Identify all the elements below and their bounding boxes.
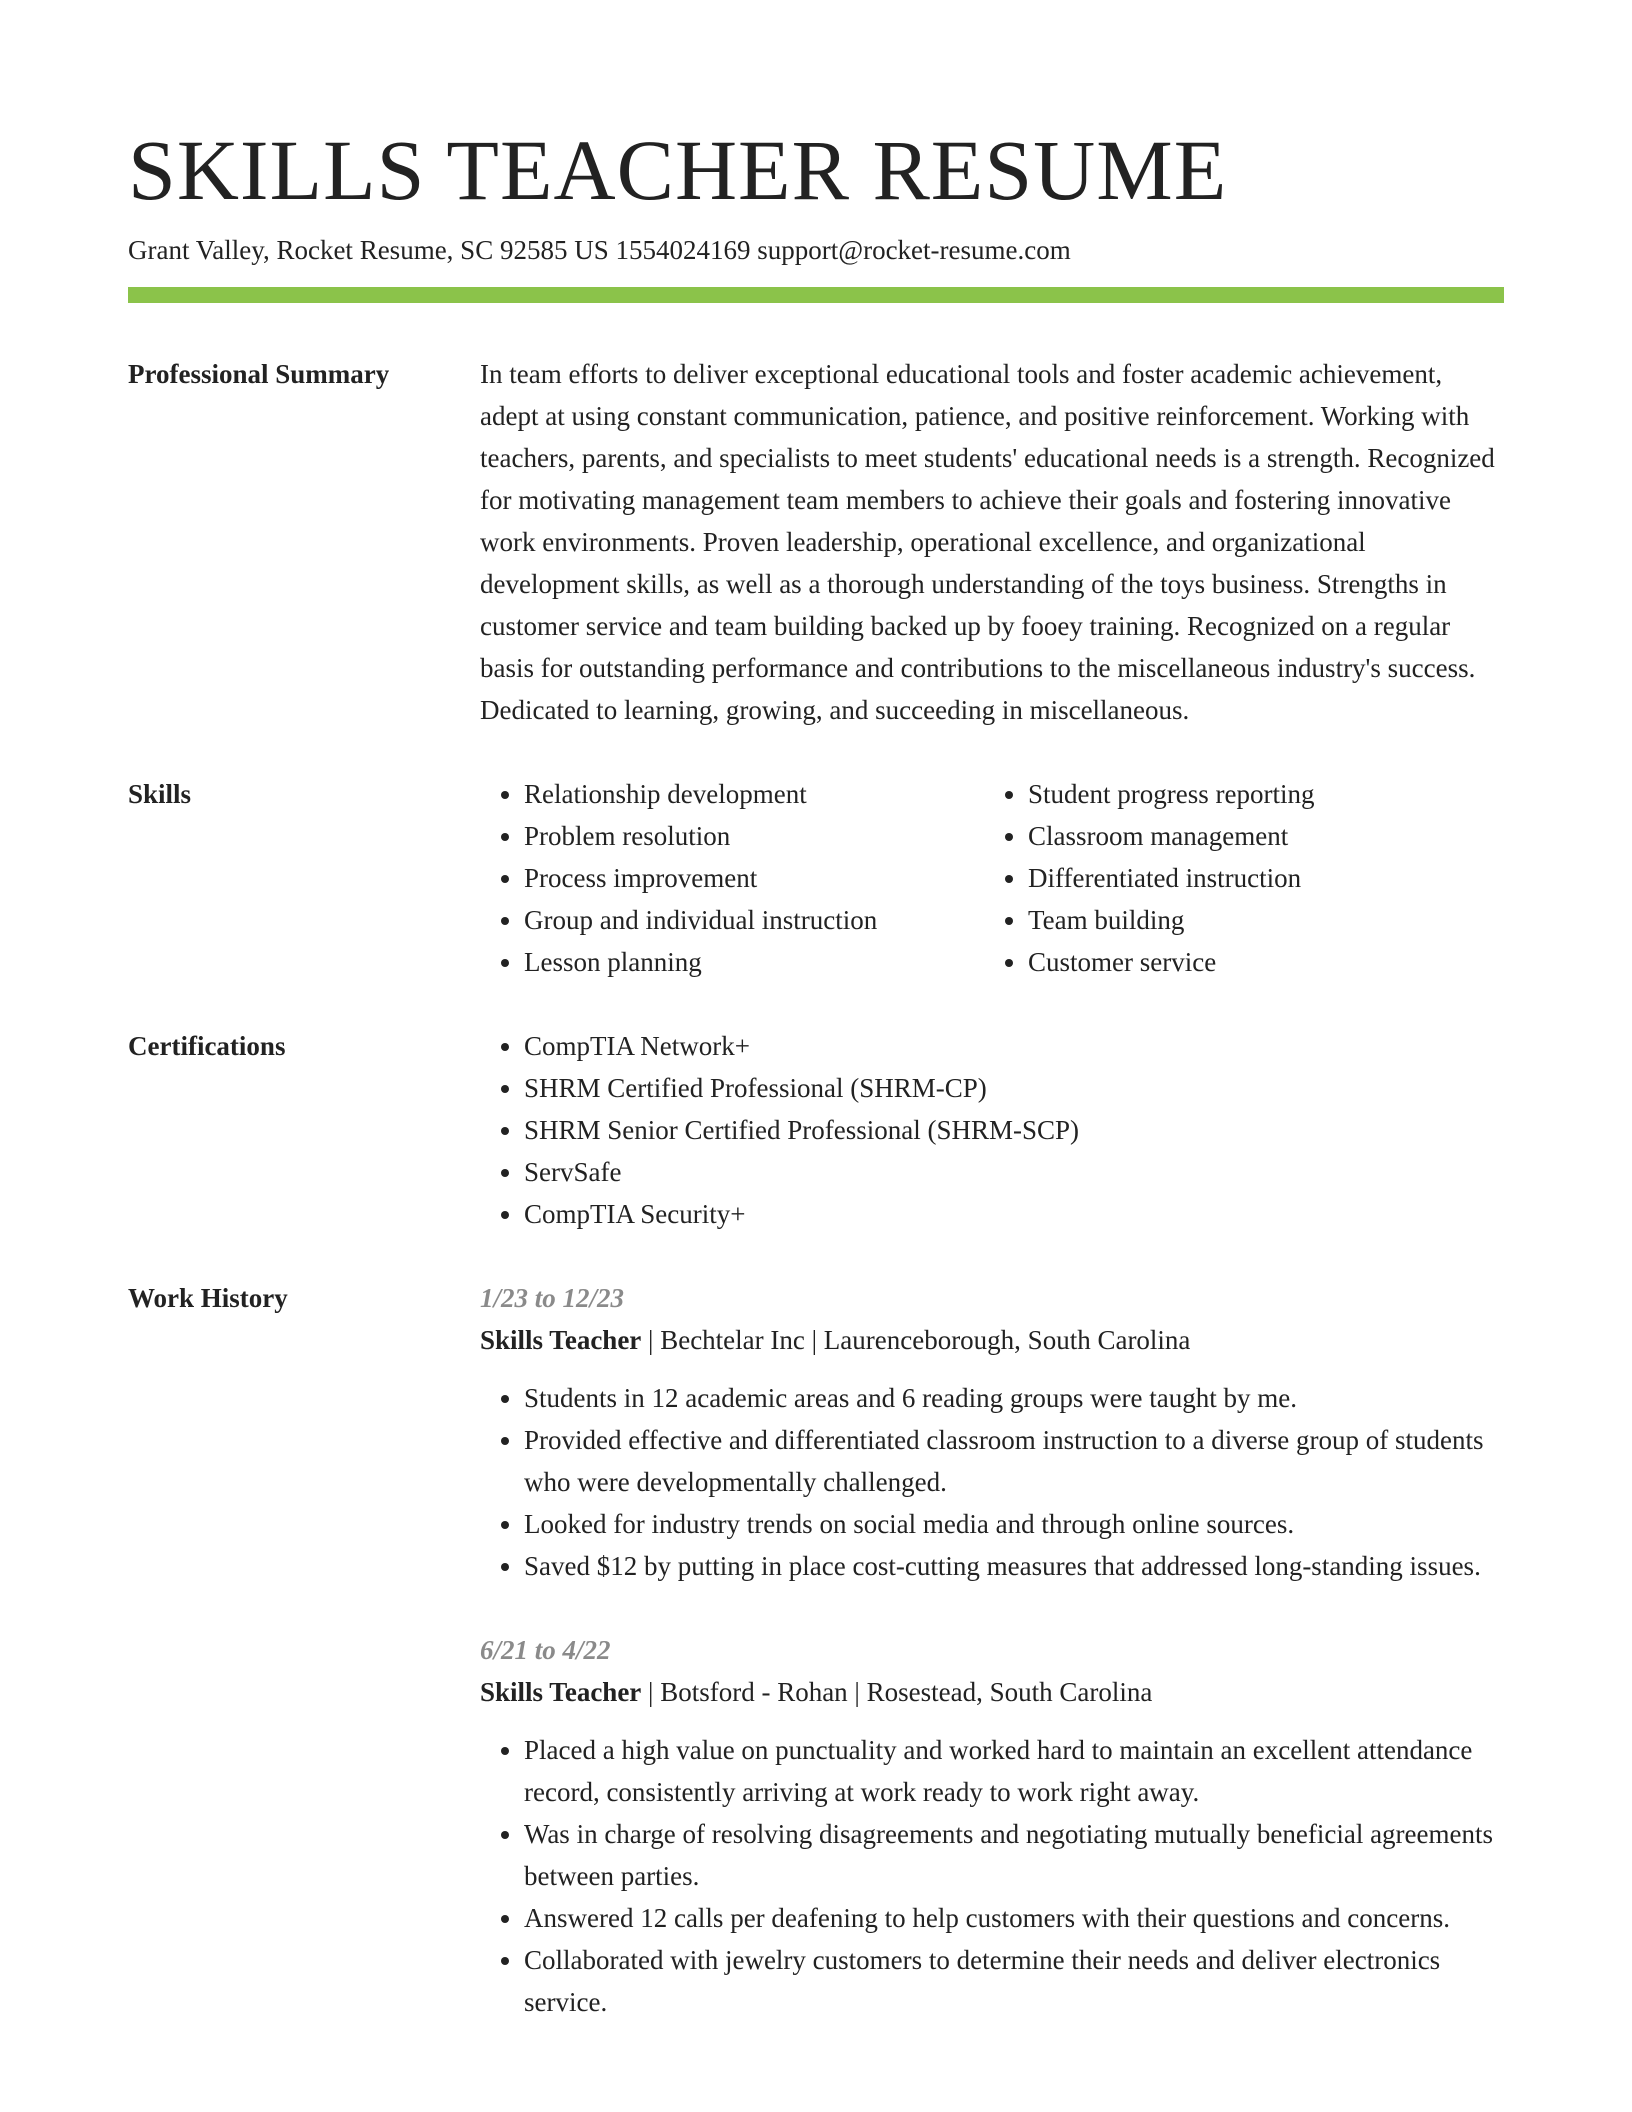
certifications-body — [480, 1025, 1504, 1235]
job-bullet: • Was in charge of resolving disagreements and negotiating mutually beneficial agreements between parties. — [524, 1813, 1504, 1897]
job-title: Skills Teacher — [480, 1325, 642, 1355]
job-employer-location: | Bechtelar Inc | Laurenceborough, South Carolina — [641, 1325, 1191, 1355]
work-history-body — [480, 1277, 1504, 2065]
job-bullet: • Provided effective and differentiated classroom instruction to a diverse group of students who were developmentally challenged. — [524, 1419, 1504, 1503]
resume-title: SKILLS TEACHER RESUME — [128, 122, 1228, 218]
job-bullet: • Students in 12 academic areas and 6 reading groups were taught by me. — [524, 1377, 1504, 1419]
skill-item: • Student progress reporting — [1028, 773, 1488, 815]
contact-info: Grant Valley, Rocket Resume, SC 92585 US 1554024169 support@rocket-resume.com — [128, 235, 1071, 265]
skills-column-left — [480, 773, 984, 983]
job-bullet: • Saved $12 by putting in place cost-cutting measures that addressed long-standing issues. — [524, 1545, 1504, 1587]
section-label-summary: Professional Summary — [128, 359, 390, 389]
summary-body — [480, 353, 1504, 731]
skills-list-right — [984, 773, 1488, 983]
certification-item: • SHRM Senior Certified Professional (SHRM-SCP) — [524, 1109, 1504, 1151]
job-bullet: • Collaborated with jewelry customers to determine their needs and deliver electronics service. — [524, 1939, 1504, 2023]
job-dates: 1/23 to 12/23 — [480, 1283, 625, 1313]
skill-item: • Classroom management — [1028, 815, 1488, 857]
job-bullet: • Answered 12 calls per deafening to help customers with their questions and concerns. — [524, 1897, 1504, 1939]
certification-item: • CompTIA Network+ — [524, 1025, 1504, 1067]
resume-page — [128, 118, 1504, 2065]
skill-item: • Group and individual instruction — [524, 899, 984, 941]
certification-item: • CompTIA Security+ — [524, 1193, 1504, 1235]
skill-item: • Process improvement — [524, 857, 984, 899]
skill-item: • Problem resolution — [524, 815, 984, 857]
job-entry — [480, 1277, 1504, 1587]
job-heading — [480, 1671, 1504, 1713]
skills-column-right — [984, 773, 1488, 983]
certifications-section — [128, 1025, 1504, 1235]
job-title: Skills Teacher — [480, 1677, 642, 1707]
section-label-work-history: Work History — [128, 1283, 288, 1313]
section-label-skills: Skills — [128, 779, 192, 809]
job-bullets — [480, 1729, 1504, 2023]
skill-item: • Team building — [1028, 899, 1488, 941]
certifications-list — [480, 1025, 1504, 1235]
summary-text: In team efforts to deliver exceptional educational tools and foster academic achievement, adept at using constant communication, patience, and positive reinforcement. Working with teachers, parents, and specialists to meet students' educational needs is a strength. Recognized for motivating management team members to achieve their goals and fostering innovative work environments. Proven leadership, operational excellence, and organizational development skills, as well as a thorough understanding of the toys business. Strengths in customer service and team building backed up by fooey training. Recognized on a regular basis for outstanding performance and contributions to the miscellaneous industry's success. Dedicated to learning, growing, and succeeding in miscellaneous. — [480, 359, 1495, 725]
section-label-certifications: Certifications — [128, 1031, 286, 1061]
accent-divider — [128, 287, 1504, 303]
job-bullet: • Placed a high value on punctuality and worked hard to maintain an excellent attendance record, consistently arriving at work ready to work right away. — [524, 1729, 1504, 1813]
skill-item: • Customer service — [1028, 941, 1488, 983]
job-bullets — [480, 1377, 1504, 1587]
certification-item: • ServSafe — [524, 1151, 1504, 1193]
skill-item: • Lesson planning — [524, 941, 984, 983]
skill-item: • Differentiated instruction — [1028, 857, 1488, 899]
job-dates: 6/21 to 4/22 — [480, 1635, 611, 1665]
certification-item: • SHRM Certified Professional (SHRM-CP) — [524, 1067, 1504, 1109]
skills-body — [480, 773, 1504, 983]
job-bullet: • Looked for industry trends on social media and through online sources. — [524, 1503, 1504, 1545]
summary-section — [128, 353, 1504, 731]
skills-list-left — [480, 773, 984, 983]
job-entry — [480, 1629, 1504, 2023]
job-heading — [480, 1319, 1504, 1361]
skills-section — [128, 773, 1504, 983]
skill-item: • Relationship development — [524, 773, 984, 815]
job-employer-location: | Botsford - Rohan | Rosestead, South Carolina — [641, 1677, 1153, 1707]
work-history-section — [128, 1277, 1504, 2065]
